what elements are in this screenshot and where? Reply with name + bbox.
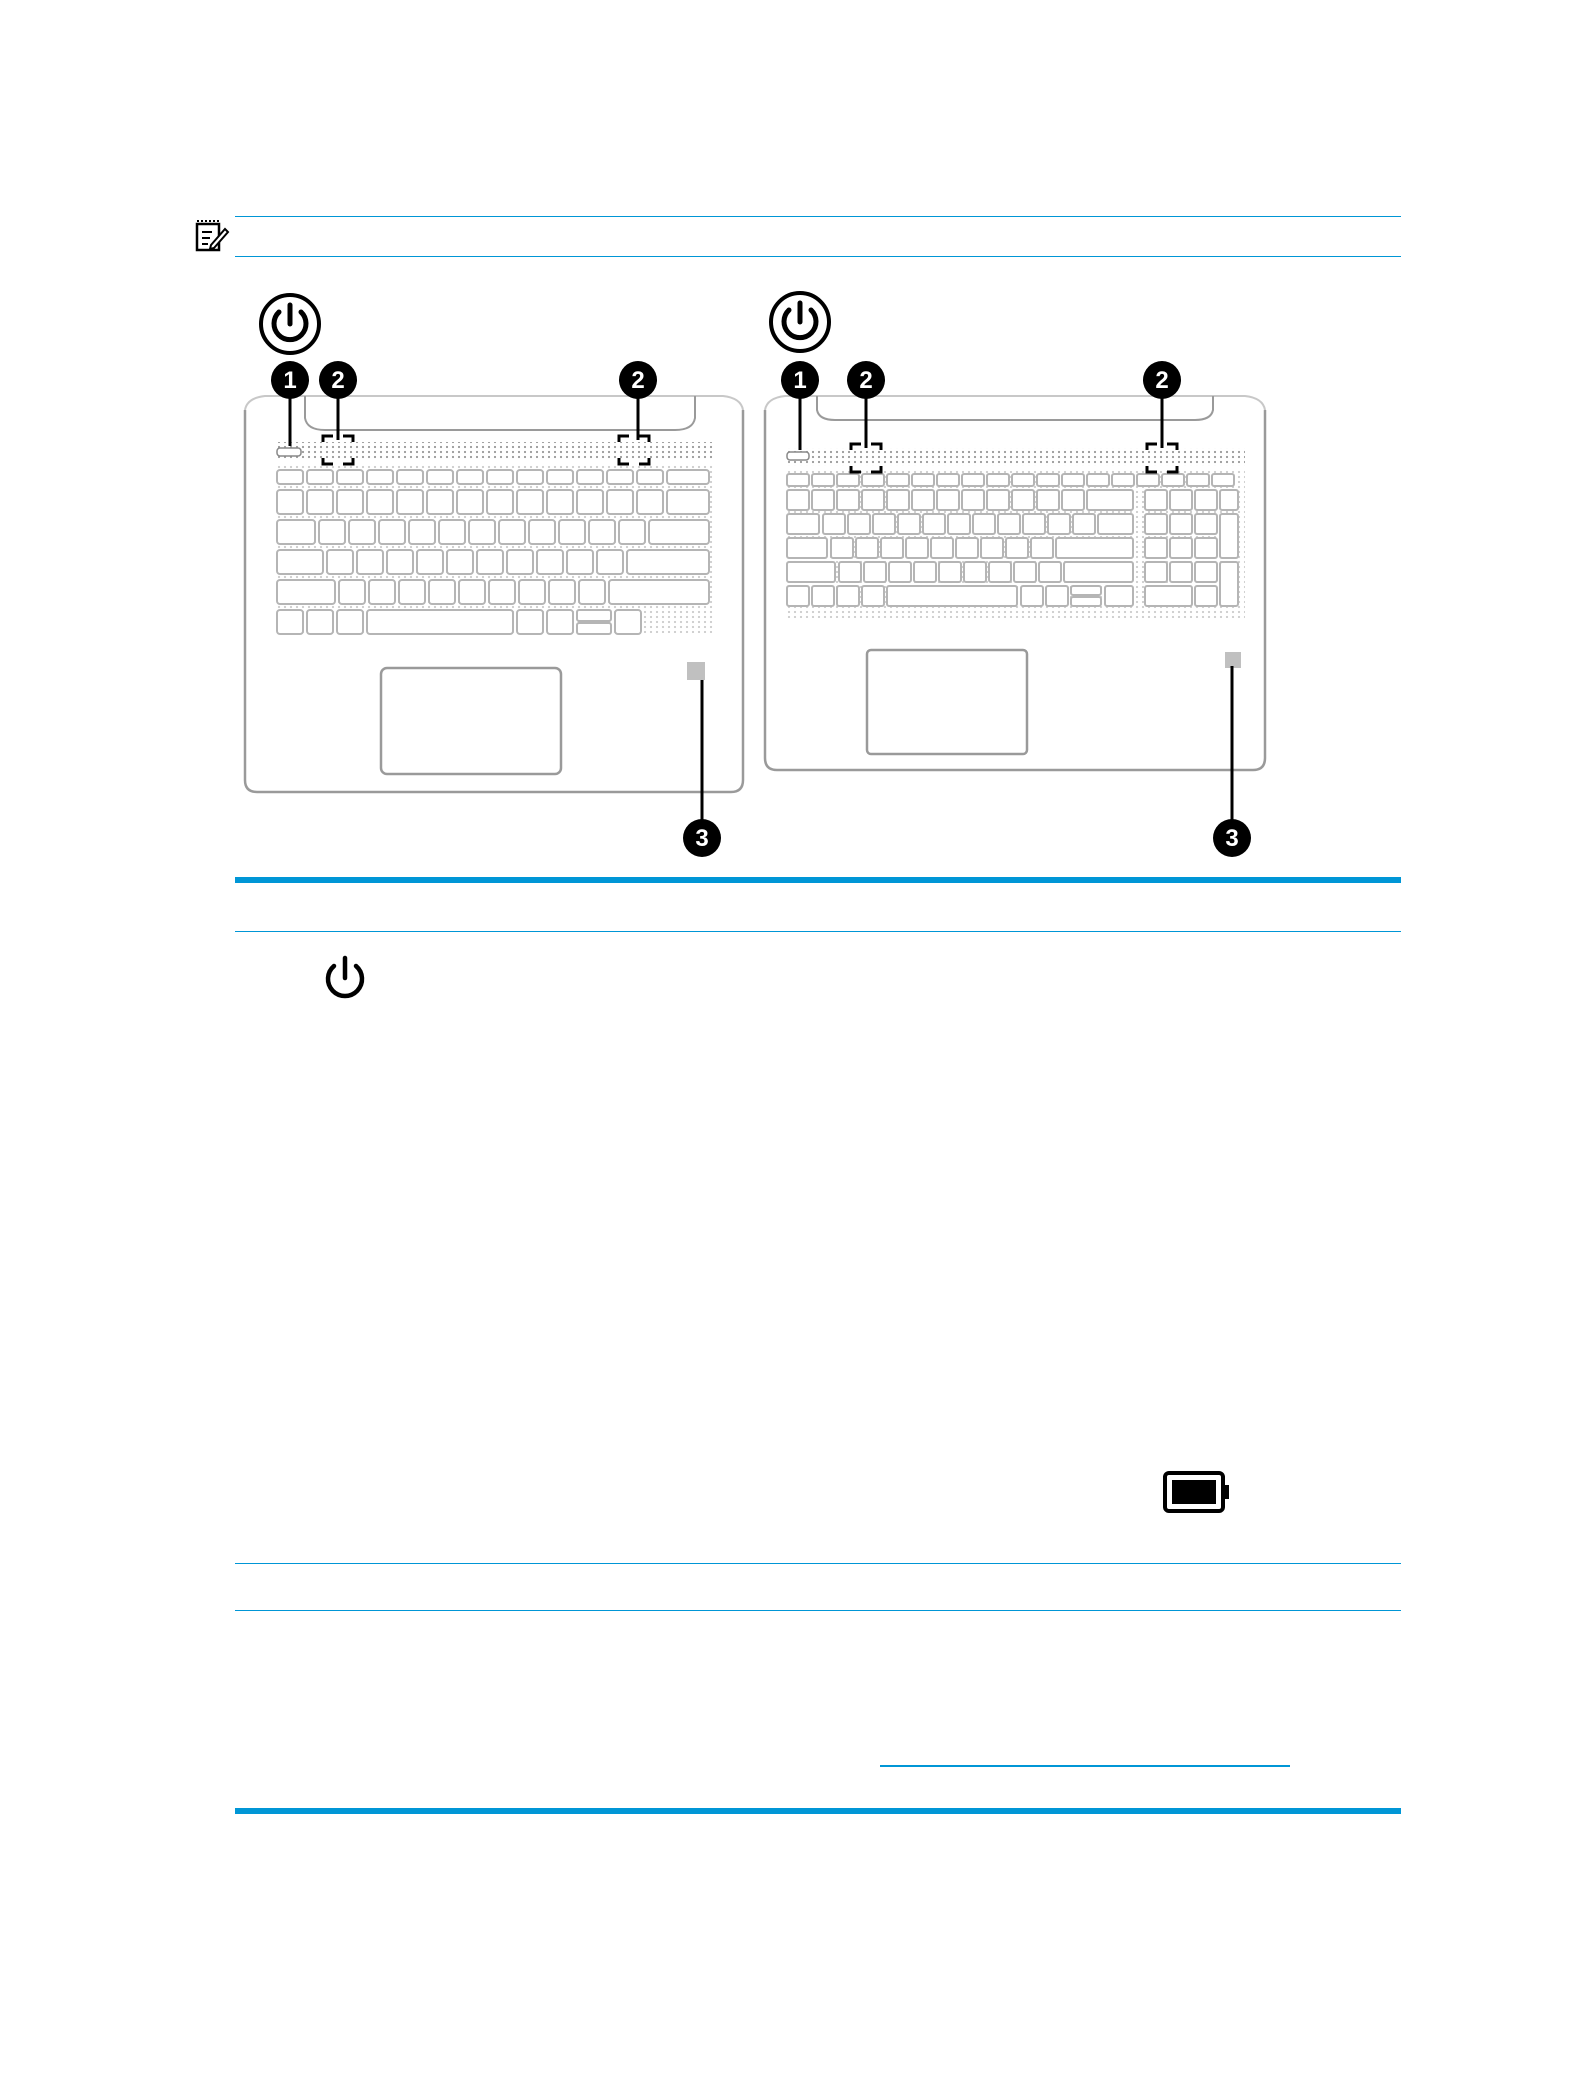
note-pencil-icon [194, 218, 230, 254]
callout-label: 2 [631, 367, 645, 394]
callout-2-right-b [1142, 360, 1182, 400]
callout-label: 3 [695, 825, 709, 852]
callout-label: 2 [331, 367, 345, 394]
callout-2-right-a [846, 360, 886, 400]
callout-1-left [270, 360, 310, 400]
note-bottom-rule [235, 256, 1401, 257]
power-button-icon-right [768, 290, 832, 354]
table-bottom-rule [235, 1808, 1401, 1814]
battery-icon [1162, 1470, 1232, 1514]
callout-label: 2 [1155, 367, 1169, 394]
power-button-icon-left [258, 292, 322, 356]
callout-3-right [1212, 818, 1252, 858]
hyperlink-underline[interactable] [880, 1765, 1290, 1767]
callout-2-left-b [618, 360, 658, 400]
callout-1-right [780, 360, 820, 400]
callout-label: 2 [859, 367, 873, 394]
section-rule-1 [235, 1563, 1401, 1564]
laptop-right [765, 396, 1265, 770]
callout-label: 3 [1225, 825, 1239, 852]
callout-3-left [682, 818, 722, 858]
note-top-rule [235, 216, 1401, 217]
table-top-rule [235, 877, 1401, 883]
power-icon [322, 954, 368, 1004]
section-rule-2 [235, 1610, 1401, 1611]
callout-2-left-a [318, 360, 358, 400]
laptop-left [245, 396, 743, 792]
callout-label: 1 [793, 367, 807, 394]
callout-label: 1 [283, 367, 297, 394]
table-header-rule [235, 931, 1401, 932]
